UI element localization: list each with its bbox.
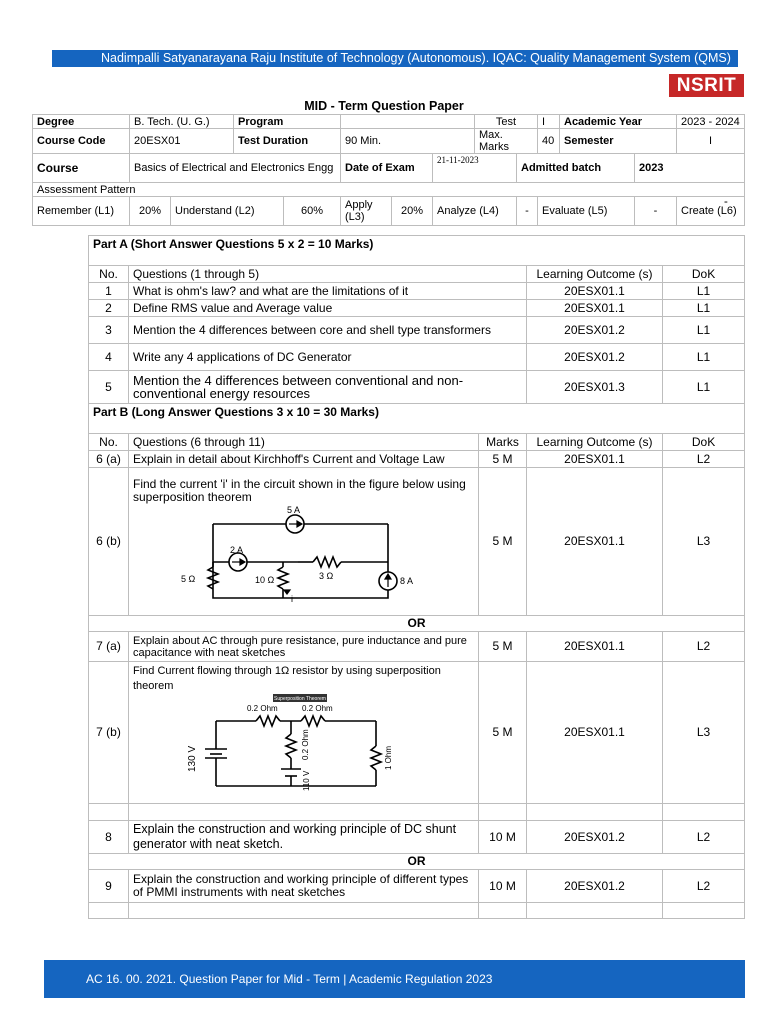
c1-resistor-3 <box>313 557 341 567</box>
blank-row-lo <box>527 804 663 821</box>
q6b-no: 6 (b) <box>89 468 129 616</box>
c2-label-r4: 1 Ohm <box>384 745 393 770</box>
q2-dok: L1 <box>663 300 745 317</box>
q5-outcome: 20ESX01.3 <box>527 371 663 404</box>
q6b-text: Find the current 'i' in the circuit shown in the figure below using superposition theorem <box>133 477 466 504</box>
c1-label-5a: 5 A <box>287 505 301 515</box>
degree-value: B. Tech. (U. G.) <box>130 115 234 129</box>
part-b-col-marks: Marks <box>479 434 527 451</box>
q6b-marks: 5 M <box>479 468 527 616</box>
test-label: Test <box>475 115 538 129</box>
blank-row2-q <box>129 903 479 919</box>
blank-row-dok <box>663 804 745 821</box>
part-a-col-question: Questions (1 through 5) <box>129 266 527 283</box>
max-marks-label: Max. Marks <box>475 129 538 154</box>
circuit-diagram-1 <box>181 504 463 608</box>
q6b-cell <box>129 468 479 616</box>
blank-row2-no <box>89 903 129 919</box>
nsrit-logo: NSRIT <box>669 74 744 97</box>
blank-row2-dok <box>663 903 745 919</box>
exam-date-value: 21-11-2023 <box>433 154 517 183</box>
assessment-pattern-label: Assessment Pattern <box>33 183 745 197</box>
or-separator-2: OR <box>89 854 745 870</box>
c2-resistor-4 <box>371 746 381 770</box>
q3-text: Mention the 4 differences between core and shell type transformers <box>129 317 527 344</box>
pattern-create-label: Create (L6) <box>677 197 745 226</box>
c2-resistor-1 <box>256 716 280 726</box>
c1-resistor-10 <box>278 567 288 589</box>
q8-marks: 10 M <box>479 821 527 854</box>
q7b-text: Find Current flowing through 1Ω resistor by using superposition theorem <box>133 665 441 692</box>
q1-no: 1 <box>89 283 129 300</box>
q3-no: 3 <box>89 317 129 344</box>
max-marks-value: 40 <box>538 129 560 154</box>
academic-year-value: 2023 - 2024 <box>677 115 745 129</box>
q3-dok: L1 <box>663 317 745 344</box>
part-b-col-question: Questions (6 through 11) <box>129 434 479 451</box>
program-value <box>341 115 475 129</box>
q7b-no: 7 (b) <box>89 662 129 804</box>
q6a-no: 6 (a) <box>89 451 129 468</box>
c1-label-3ohm: 3 Ω <box>319 571 334 581</box>
degree-label: Degree <box>33 115 130 129</box>
part-a-col-outcome: Learning Outcome (s) <box>527 266 663 283</box>
q8-outcome: 20ESX01.2 <box>527 821 663 854</box>
q1-outcome: 20ESX01.1 <box>527 283 663 300</box>
program-label: Program <box>234 115 341 129</box>
q6a-outcome: 20ESX01.1 <box>527 451 663 468</box>
q1-text: What is ohm's law? and what are the limitations of it <box>129 283 527 300</box>
pattern-analyze-label: Analyze (L4) <box>433 197 517 226</box>
q7a-marks: 5 M <box>479 632 527 662</box>
admitted-batch-value: 2023 <box>635 154 745 183</box>
q6a-dok: L2 <box>663 451 745 468</box>
circuit-diagram-2 <box>181 694 421 794</box>
pattern-understand-value: 60% <box>284 197 341 226</box>
pattern-apply-label: Apply (L3) <box>341 197 392 226</box>
or-separator-1: OR <box>89 616 745 632</box>
semester-value: I <box>677 129 745 154</box>
c1-label-i: i <box>291 594 293 604</box>
q9-text: Explain the construction and working principle of different types of PMMI instruments with neat sketches <box>129 870 479 903</box>
exam-date-label: Date of Exam <box>341 154 433 183</box>
q2-no: 2 <box>89 300 129 317</box>
c1-label-10ohm: 10 Ω <box>255 575 275 585</box>
q9-outcome: 20ESX01.2 <box>527 870 663 903</box>
blank-row-no <box>89 804 129 821</box>
c2-resistor-2 <box>301 716 325 726</box>
q7a-text: Explain about AC through pure resistance, pure inductance and pure capacitance with neat sketches <box>129 632 479 662</box>
q6b-dok: L3 <box>663 468 745 616</box>
questions-table <box>88 235 745 919</box>
q4-text: Write any 4 applications of DC Generator <box>129 344 527 371</box>
c1-arrowhead-i <box>284 590 290 594</box>
semester-label: Semester <box>560 129 677 154</box>
c2-resistor-3 <box>286 734 296 758</box>
c1-label-8a: 8 A <box>400 576 414 586</box>
q8-dok: L2 <box>663 821 745 854</box>
course-value: Basics of Electrical and Electronics Engg <box>130 154 341 183</box>
pattern-create-value: - <box>724 196 728 208</box>
blank-row-m <box>479 804 527 821</box>
q7a-no: 7 (a) <box>89 632 129 662</box>
q1-dok: L1 <box>663 283 745 300</box>
blank-row-q <box>129 804 479 821</box>
course-code-label: Course Code <box>33 129 130 154</box>
q5-no: 5 <box>89 371 129 404</box>
page-title: MID - Term Question Paper <box>304 99 464 113</box>
page-footer: AC 16. 00. 2021. Question Paper for Mid - Term | Academic Regulation 2023 <box>44 960 745 998</box>
pattern-remember-value: 20% <box>130 197 171 226</box>
blank-row2-m <box>479 903 527 919</box>
q4-outcome: 20ESX01.2 <box>527 344 663 371</box>
q7b-dok: L3 <box>663 662 745 804</box>
q3-outcome: 20ESX01.2 <box>527 317 663 344</box>
pattern-understand-label: Understand (L2) <box>171 197 284 226</box>
q4-no: 4 <box>89 344 129 371</box>
duration-value: 90 Min. <box>341 129 475 154</box>
q6a-marks: 5 M <box>479 451 527 468</box>
q7a-outcome: 20ESX01.1 <box>527 632 663 662</box>
q4-dok: L1 <box>663 344 745 371</box>
academic-year-label: Academic Year <box>560 115 677 129</box>
q2-text: Define RMS value and Average value <box>129 300 527 317</box>
course-code-value: 20ESX01 <box>130 129 234 154</box>
q5-text: Mention the 4 differences between conventional and non-conventional energy resources <box>129 371 527 404</box>
q6b-outcome: 20ESX01.1 <box>527 468 663 616</box>
c2-label-r3: 0.2 Ohm <box>301 729 310 760</box>
exam-info-table <box>32 114 745 226</box>
q9-no: 9 <box>89 870 129 903</box>
q7b-outcome: 20ESX01.1 <box>527 662 663 804</box>
q8-text: Explain the construction and working principle of DC shunt generator with neat sketch. <box>129 821 479 854</box>
q2-outcome: 20ESX01.1 <box>527 300 663 317</box>
part-b-col-dok: DoK <box>663 434 745 451</box>
institute-header-bar: Nadimpalli Satyanarayana Raju Institute of Technology (Autonomous). IQAC: Quality Management System (QMS) <box>52 50 738 67</box>
q7b-marks: 5 M <box>479 662 527 804</box>
admitted-batch-label: Admitted batch <box>517 154 635 183</box>
part-a-col-dok: DoK <box>663 266 745 283</box>
pattern-evaluate-label: Evaluate (L5) <box>538 197 635 226</box>
blank-row2-lo <box>527 903 663 919</box>
c2-label-110v: 110 V <box>302 770 311 791</box>
c1-label-5ohm: 5 Ω <box>181 574 196 584</box>
q6a-text: Explain in detail about Kirchhoff's Current and Voltage Law <box>129 451 479 468</box>
part-b-title: Part B (Long Answer Questions 3 x 10 = 30 Marks) <box>89 404 745 434</box>
part-b-col-no: No. <box>89 434 129 451</box>
part-b-col-outcome: Learning Outcome (s) <box>527 434 663 451</box>
part-a-title: Part A (Short Answer Questions 5 x 2 = 10 Marks) <box>89 236 745 266</box>
test-value: I <box>538 115 560 129</box>
duration-label: Test Duration <box>234 129 341 154</box>
part-a-col-no: No. <box>89 266 129 283</box>
c2-banner-text: Superposition Theorem <box>274 696 326 702</box>
q9-dok: L2 <box>663 870 745 903</box>
course-label: Course <box>33 154 130 183</box>
q9-marks: 10 M <box>479 870 527 903</box>
c2-label-r1: 0.2 Ohm <box>247 704 278 713</box>
q5-dok: L1 <box>663 371 745 404</box>
c2-label-r2: 0.2 Ohm <box>302 704 333 713</box>
c2-label-130v: 130 V <box>187 745 198 772</box>
pattern-apply-value: 20% <box>392 197 433 226</box>
q7a-dok: L2 <box>663 632 745 662</box>
q8-no: 8 <box>89 821 129 854</box>
c1-label-2a: 2 A <box>230 545 244 555</box>
q7b-cell <box>129 662 479 804</box>
pattern-remember-label: Remember (L1) <box>33 197 130 226</box>
pattern-evaluate-value: - <box>635 197 677 226</box>
pattern-analyze-value: - <box>517 197 538 226</box>
